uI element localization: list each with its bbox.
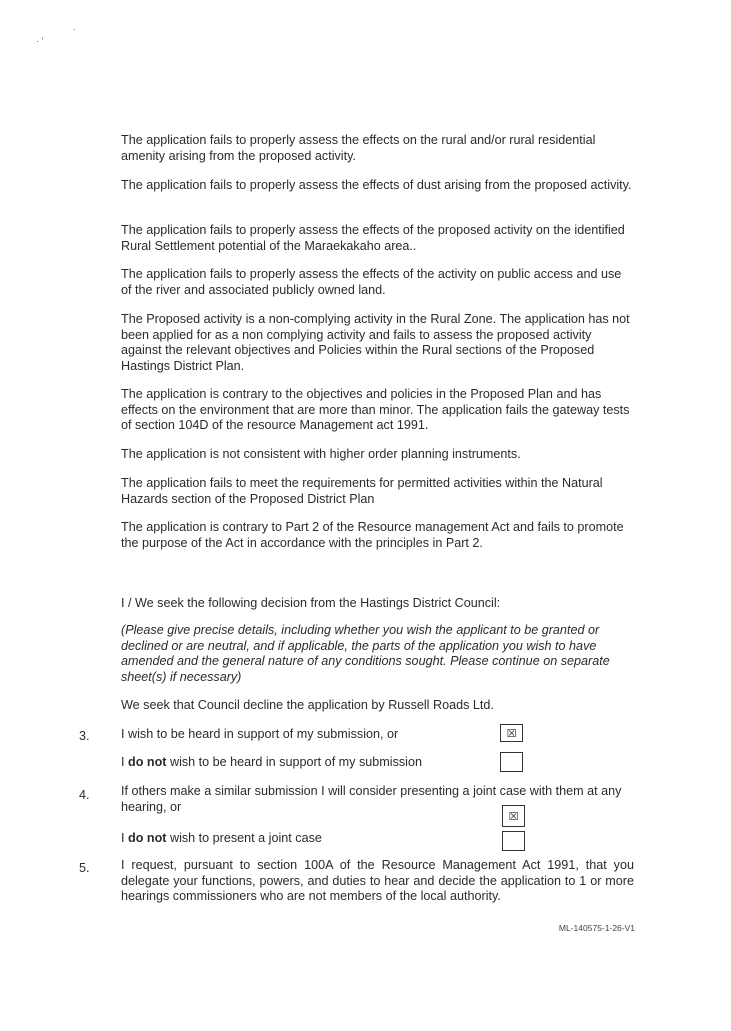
document-reference: ML-140575-1-26-V1	[558, 923, 635, 933]
item-number: 5.	[79, 861, 90, 875]
no-joint-case-checkbox[interactable]	[502, 831, 525, 851]
label-emphasis: do not	[128, 831, 167, 845]
ground-paragraph: The Proposed activity is a non-complying activity in the Rural Zone. The application has not been applied for as a non complying activity and fails to assess the proposed activity against the relevant objectives and Policies within the Rural sections of the Proposed Hastings District Plan.	[121, 312, 630, 373]
ground-paragraph: The application fails to meet the requirements for permitted activities within the Natural Hazards section of the Proposed District Plan	[121, 476, 603, 506]
ground-paragraph: The application fails to properly assess the effects on the rural and/or rural residential amenity arising from the proposed activity.	[121, 133, 596, 163]
joint-case-option-label: If others make a similar submission I will consider presenting a joint case with them at any hearing, or	[121, 784, 622, 814]
label-suffix: wish to be heard in support of my submission	[166, 755, 422, 769]
decision-instructions: (Please give precise details, including whether you wish the applicant to be granted or declined or are neutral, and if applicable, the parts of the application you wish to have amended and the general nature of any conditions sought. Please continue on separate sheet(s) if necessary)	[121, 623, 610, 684]
label-prefix: I	[121, 755, 128, 769]
ground-paragraph: The application is contrary to the objectives and policies in the Proposed Plan and has effects on the environment that are more than minor. The application fails the gateway tests of section 104D of the resource Management act 1991.	[121, 387, 630, 432]
no-joint-case-option-label	[121, 831, 322, 847]
heard-checkbox[interactable]	[500, 724, 523, 742]
label-emphasis: do not	[128, 755, 167, 769]
delegation-request: I request, pursuant to section 100A of the Resource Management Act 1991, that you delegate your functions, powers, and duties to hear and decide the application to 1 or more hearings commissioners who are not members of the local authority.	[121, 858, 634, 903]
not-heard-option-label	[121, 755, 422, 771]
checked-mark-icon: ☒	[508, 810, 519, 823]
ground-paragraph: The application fails to properly assess the effects of the activity on public access and use of the river and associated publicly owned land.	[121, 267, 622, 297]
scan-mark: · ’	[36, 36, 44, 46]
item-number: 4.	[79, 788, 90, 802]
checked-mark-icon: ☒	[506, 727, 517, 740]
ground-paragraph: The application fails to properly assess the effects of dust arising from the proposed activity.	[121, 178, 632, 192]
ground-paragraph: The application fails to properly assess the effects of the proposed activity on the identified Rural Settlement potential of the Maraekakaho area..	[121, 223, 625, 253]
item-number: 3.	[79, 729, 90, 743]
not-heard-checkbox[interactable]	[500, 752, 523, 772]
joint-case-checkbox[interactable]	[502, 805, 525, 827]
ground-paragraph: The application is not consistent with higher order planning instruments.	[121, 447, 521, 461]
heard-option-label: I wish to be heard in support of my submission, or	[121, 727, 399, 741]
label-suffix: wish to present a joint case	[166, 831, 322, 845]
decision-statement: We seek that Council decline the application by Russell Roads Ltd.	[121, 698, 494, 712]
ground-paragraph: The application is contrary to Part 2 of the Resource management Act and fails to promote the purpose of the Act in accordance with the principles in Part 2.	[121, 520, 624, 550]
decision-heading: I / We seek the following decision from the Hastings District Council:	[121, 596, 501, 610]
scan-mark: .	[73, 22, 76, 32]
label-prefix: I	[121, 831, 128, 845]
